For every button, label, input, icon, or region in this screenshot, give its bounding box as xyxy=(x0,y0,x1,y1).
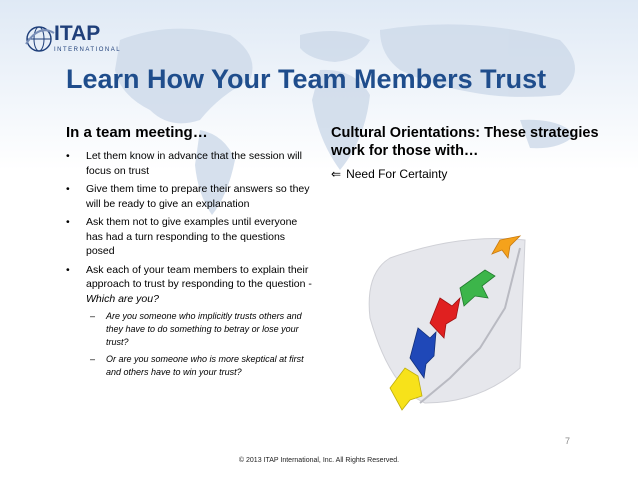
bullet-item: • Give them time to prepare their answers so they will be ready to give an explanation xyxy=(66,182,316,211)
need-text: Need For Certainty xyxy=(346,167,448,181)
sub-bullet-list xyxy=(86,310,316,379)
slide-title: Learn How Your Team Members Trust xyxy=(66,64,547,94)
logo-text: ITAP xyxy=(54,22,101,45)
left-arrow-icon: ⇐ xyxy=(331,167,342,181)
footer-copyright: © 2013 ITAP International, Inc. All Rights Reserved. xyxy=(238,457,400,464)
page-number: 7 xyxy=(565,436,571,446)
need-line xyxy=(331,166,601,182)
bullet-item: • Ask them not to give examples until everyone has had a turn responding to the questions posed xyxy=(66,215,316,259)
logo-subtext: INTERNATIONAL xyxy=(54,47,122,53)
bullet-list xyxy=(66,149,316,379)
sub-bullet-item: – Or are you someone who is more skeptical at first and others have to win your trust? xyxy=(86,353,316,379)
right-column xyxy=(331,124,601,182)
right-heading: Cultural Orientations: These strategies work for those with… xyxy=(331,125,599,159)
bullet-italic-question: Which are you? xyxy=(86,292,159,305)
bullet-item: • Ask each of your team members to explain their approach to trust by responding to the question - Which are you? – Are you someone who implicitly trusts others and they have to do something to betray or lose your trust? – Or are you someone who is more skeptical at first and others have to win your trust? xyxy=(66,263,316,380)
sub-bullet-item: – Are you someone who implicitly trusts others and they have to do something to betray or lose your trust? xyxy=(86,310,316,349)
birds-illustration xyxy=(360,228,530,413)
left-heading: In a team meeting… xyxy=(66,124,208,141)
bullet-item: • Let them know in advance that the session will focus on trust xyxy=(66,149,316,178)
left-column xyxy=(66,124,316,383)
